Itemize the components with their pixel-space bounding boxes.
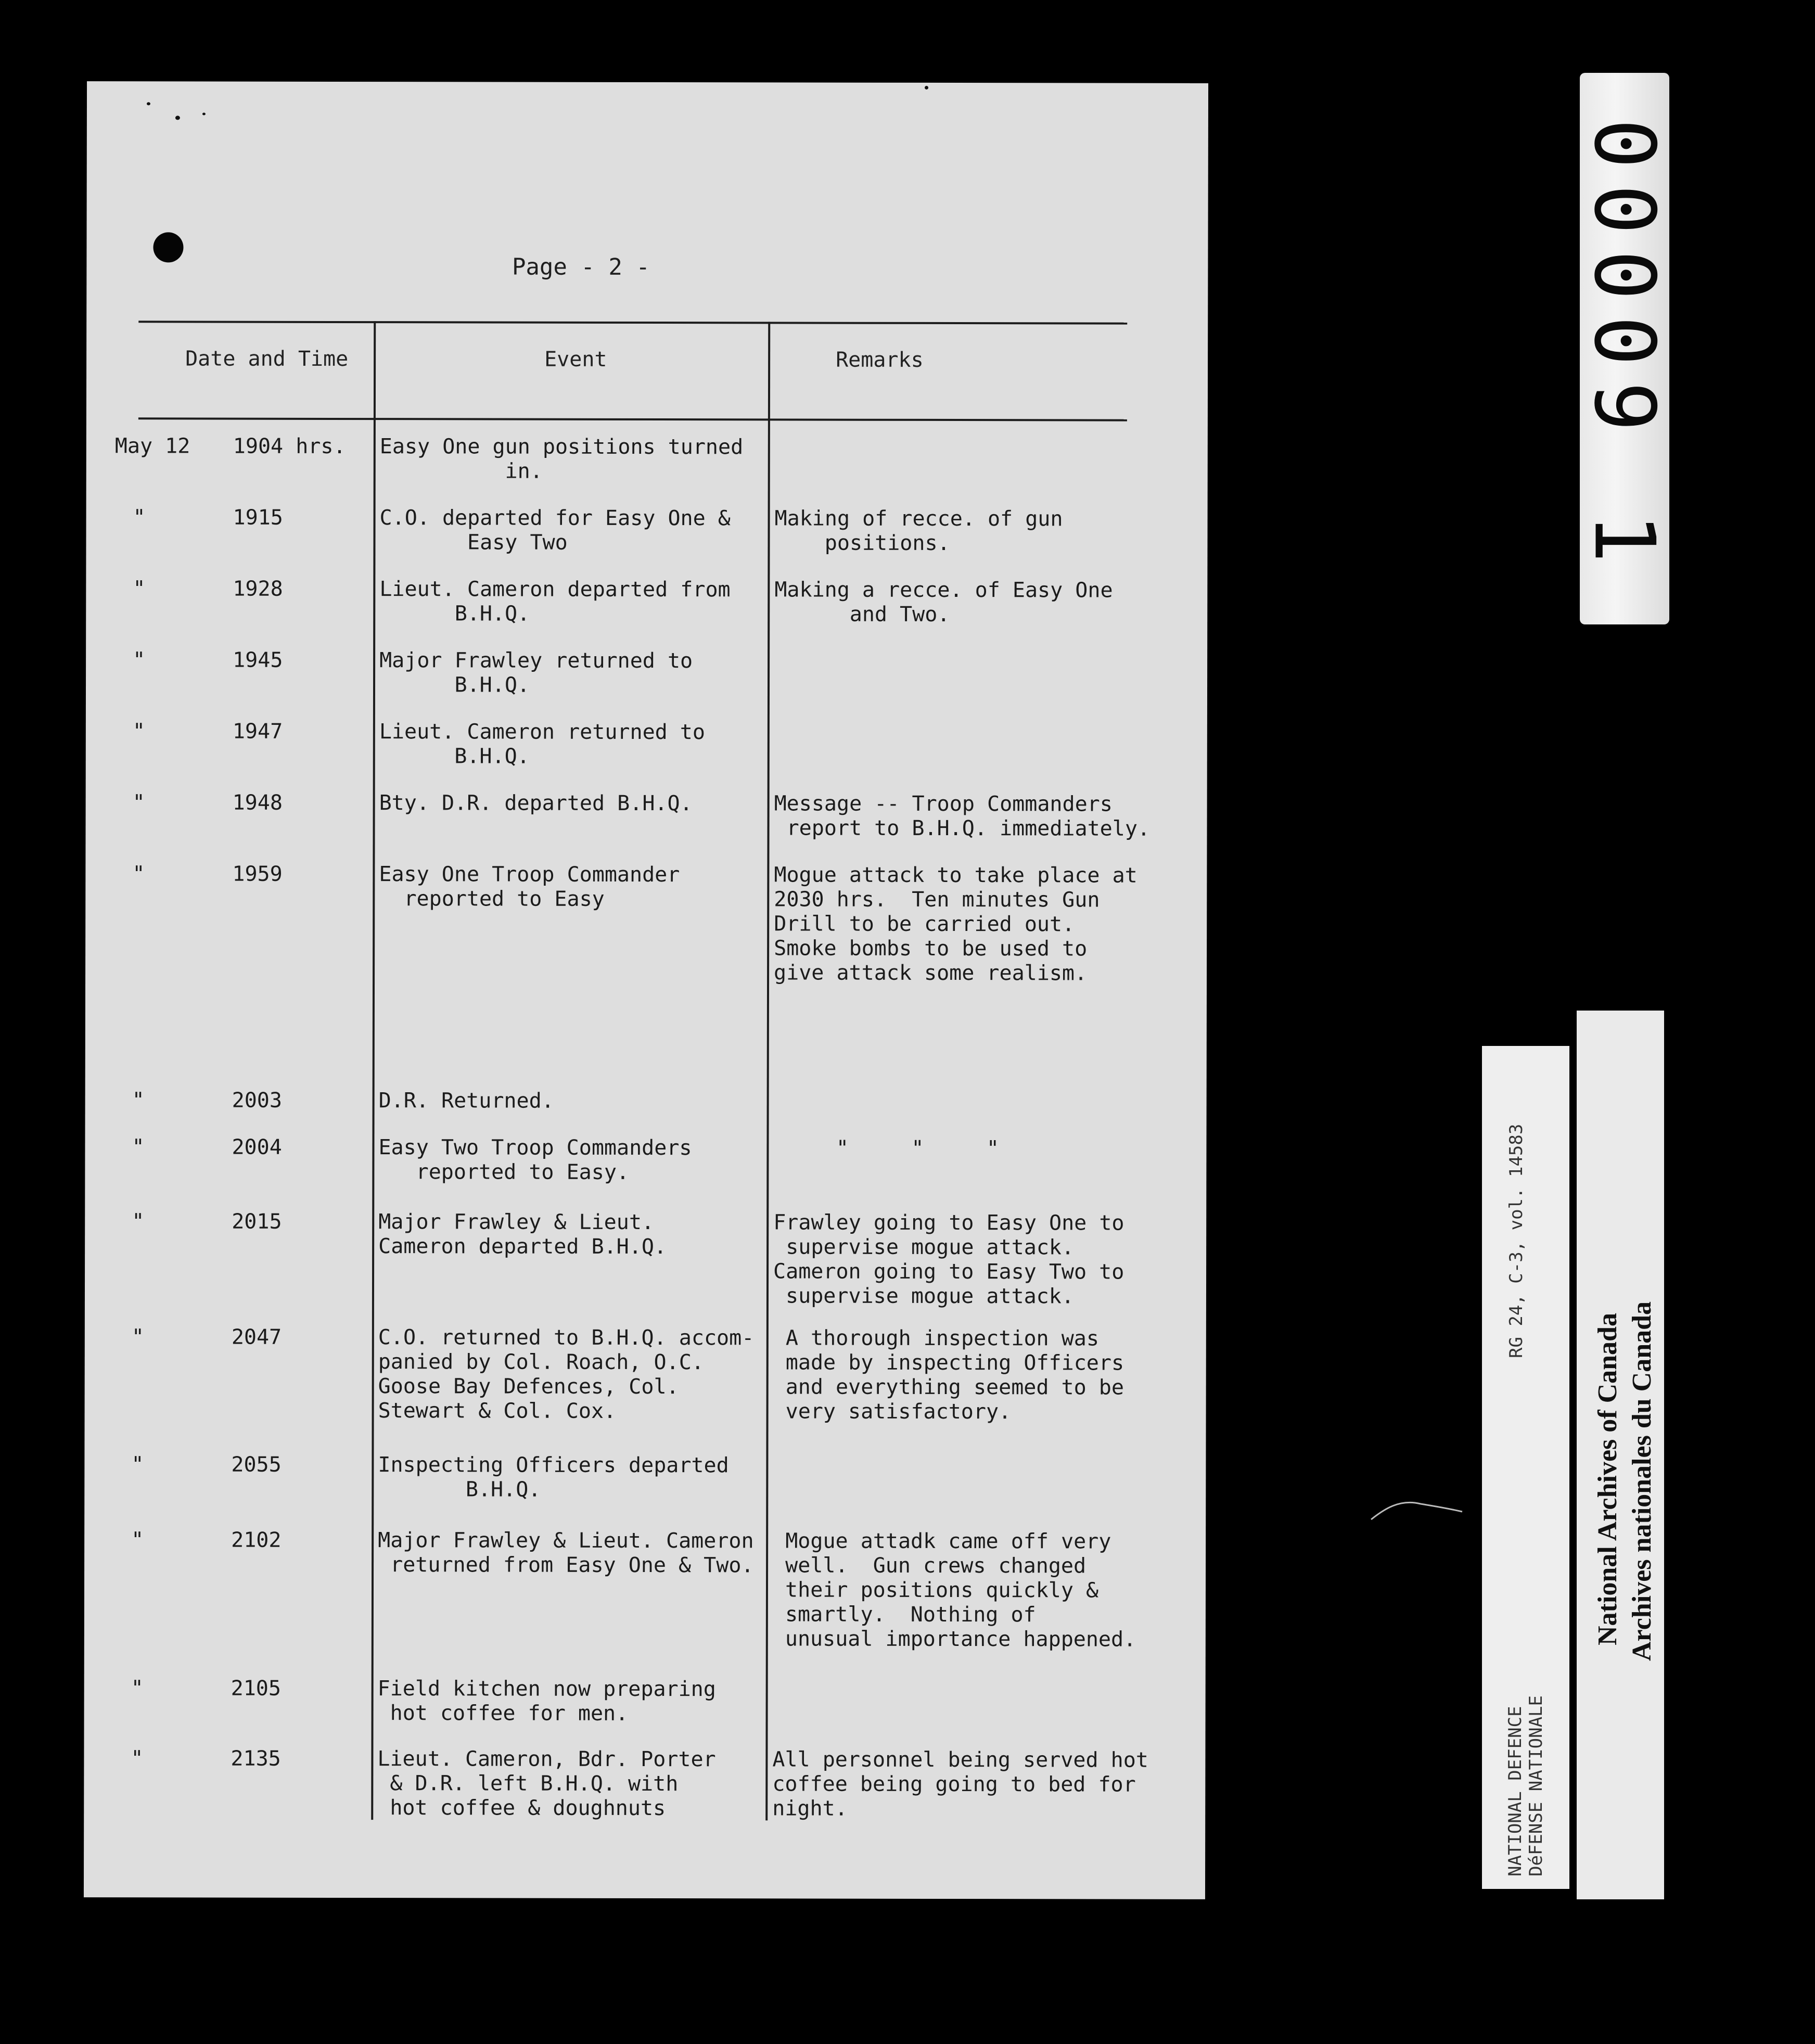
column-divider-event-remarks xyxy=(765,322,770,1820)
row-time: 1945 xyxy=(233,648,283,672)
row-time: 1959 xyxy=(232,862,283,886)
row-date: " xyxy=(131,1452,144,1477)
row-event: Easy Two Troop Commanders reported to Easy. xyxy=(378,1135,692,1184)
row-event: Lieut. Cameron departed from B.H.Q. xyxy=(379,577,731,626)
row-date: " xyxy=(132,1135,145,1159)
row-date: " xyxy=(132,862,145,886)
archives-name-french: Archives nationales du Canada xyxy=(1627,1301,1657,1661)
row-time: 2135 xyxy=(231,1746,281,1771)
column-header-date-time: Date and Time xyxy=(185,347,349,371)
department-english: NATIONAL DEFENCE xyxy=(1505,1706,1526,1876)
archives-name-english: National Archives of Canada xyxy=(1593,1313,1622,1645)
page-number: Page - 2 - xyxy=(512,253,650,281)
row-time: 2004 xyxy=(232,1135,282,1159)
row-remarks: Message -- Troop Commanders report to B.H.Q. immediately. xyxy=(774,791,1151,841)
row-remarks: " " " xyxy=(773,1136,999,1161)
row-event: Bty. D.R. departed B.H.Q. xyxy=(379,791,693,816)
row-remarks: Mogue attack to take place at 2030 hrs. Ten minutes Gun Drill to be carried out. Smoke bombs to be used to give attack some realism. xyxy=(774,863,1137,986)
row-date: " xyxy=(131,1676,144,1701)
row-event: Easy One Troop Commander reported to Easy xyxy=(379,862,680,911)
table-top-rule xyxy=(138,321,1127,324)
row-remarks: Making a recce. of Easy One and Two. xyxy=(774,578,1113,627)
row-time: 1904 hrs. xyxy=(233,434,346,458)
row-event: Major Frawley & Lieut. Cameron departed B.H.Q. xyxy=(378,1210,667,1259)
ink-speck xyxy=(925,86,928,90)
department-french: DéFENSE NATIONALE xyxy=(1526,1695,1546,1876)
row-event: Lieut. Cameron, Bdr. Porter & D.R. left B.H.Q. with hot coffee & doughnuts xyxy=(377,1747,716,1821)
row-event: C.O. departed for Easy One & Easy Two xyxy=(379,506,731,555)
row-time: 2015 xyxy=(232,1209,282,1234)
document-page xyxy=(84,81,1208,1899)
row-event: C.O. returned to B.H.Q. accom- panied by Col. Roach, O.C. Goose Bay Defences, Col. Stewart & Col. Cox. xyxy=(378,1325,755,1423)
table-header-rule xyxy=(138,417,1127,421)
row-remarks: All personnel being served hot coffee being going to bed for night. xyxy=(772,1747,1148,1821)
row-event: Field kitchen now preparing hot coffee for men. xyxy=(377,1677,716,1726)
row-event: D.R. Returned. xyxy=(378,1089,554,1113)
row-time: 1947 xyxy=(232,719,283,744)
row-time: 1915 xyxy=(233,505,283,530)
row-event: Major Frawley & Lieut. Cameron returned from Easy One & Two. xyxy=(378,1528,754,1578)
row-date: " xyxy=(133,505,146,530)
film-frame-counter xyxy=(1576,73,1673,624)
row-event: Easy One gun positions turned in. xyxy=(379,435,744,483)
column-header-event: Event xyxy=(544,347,607,372)
film-number: 00009 1 xyxy=(1576,118,1673,579)
row-date: " xyxy=(133,648,146,672)
column-header-remarks: Remarks xyxy=(836,348,924,372)
row-remarks: Frawley going to Easy One to supervise mogue attack. Cameron going to Easy Two to supervise mogue attack. xyxy=(773,1210,1124,1309)
ink-speck xyxy=(175,116,180,120)
row-remarks: Making of recce. of gun positions. xyxy=(774,506,1063,556)
national-archives-stamp xyxy=(1577,1011,1664,1899)
row-event: Major Frawley returned to B.H.Q. xyxy=(379,648,693,697)
ink-speck xyxy=(202,113,206,116)
ink-speck xyxy=(147,102,150,105)
archive-reference: RG 24, C-3, vol. 14583 xyxy=(1506,1123,1527,1358)
row-date: " xyxy=(132,1088,145,1113)
row-time: 1928 xyxy=(233,577,283,601)
row-time: 1948 xyxy=(232,790,283,815)
row-time: 2102 xyxy=(231,1528,282,1552)
column-divider-date-event xyxy=(371,321,376,1820)
row-remarks: Mogue attadk came off very well. Gun crews changed their positions quickly & smartly. Nothing of unusual importance happened. xyxy=(772,1529,1136,1652)
row-event: Inspecting Officers departed B.H.Q. xyxy=(378,1453,729,1502)
row-date: " xyxy=(133,577,146,601)
archive-reference-label xyxy=(1482,1046,1569,1889)
row-time: 2047 xyxy=(231,1325,282,1349)
pencil-mark xyxy=(1369,1488,1473,1530)
row-remarks: A thorough inspection was made by inspecting Officers and everything seemed to be very satisfactory. xyxy=(773,1326,1124,1424)
row-time: 2055 xyxy=(231,1452,282,1477)
row-date: " xyxy=(131,1746,144,1771)
row-date: " xyxy=(132,790,145,815)
row-date: " xyxy=(131,1528,144,1552)
row-event: Lieut. Cameron returned to B.H.Q. xyxy=(379,720,706,769)
row-date: " xyxy=(132,719,146,744)
row-time: 2003 xyxy=(232,1088,282,1113)
row-date: May 12 xyxy=(114,434,190,458)
row-time: 2105 xyxy=(231,1676,282,1701)
row-date: " xyxy=(132,1209,145,1234)
row-date: " xyxy=(131,1325,144,1349)
